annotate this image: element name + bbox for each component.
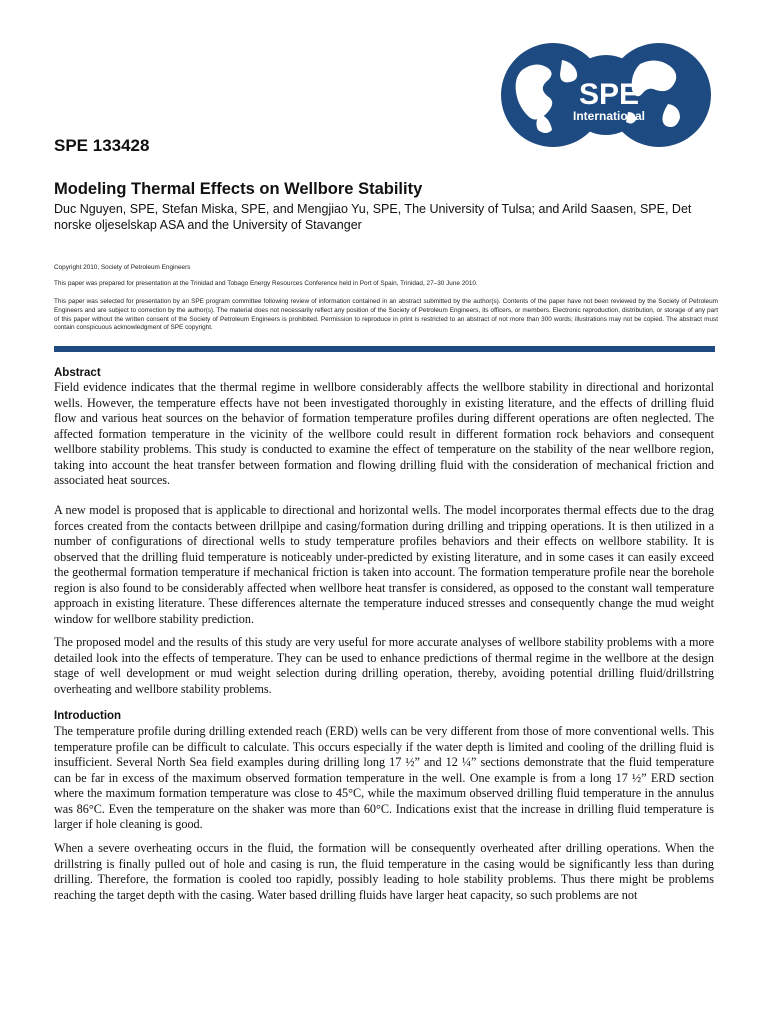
copyright-notice: Copyright 2010, Society of Petroleum Engineers xyxy=(54,264,191,271)
logo-main-text: SPE xyxy=(578,78,640,111)
abstract-paragraph-3: The proposed model and the results of this study are very useful for more accurate analyses of wellbore stability problems with a more detailed look into the effects of temperature. They can be used to enhance predictions of thermal regime in the wellbore at the design stage of well development or mud weight selection during drilling operation, thereby, avoiding potential drilling fluid/drillstring overheating and wellbore stability problems. xyxy=(54,635,714,696)
author-list: Duc Nguyen, SPE, Stefan Miska, SPE, and Mengjiao Yu, SPE, The University of Tulsa; and Arild Saasen, SPE, Det norske oljeselskap ASA and the University of Stavanger xyxy=(54,202,692,232)
paper-title: Modeling Thermal Effects on Wellbore Stability xyxy=(54,180,423,198)
header-divider xyxy=(54,346,715,352)
introduction-paragraph-2: When a severe overheating occurs in the fluid, the formation will be consequently overheated after drilling operations. When the drillstring is finally pulled out of hole and casing is run, the fluid temperature in the casing would be significantly less than during drilling. Therefore, the formation is cooled too rapidly, possibly leading to hole stability problems. Thus there might be problems reaching the target depth with the casing. Water based drilling fluids have larger heat capacity, so such problems are not xyxy=(54,841,714,902)
spe-international-logo xyxy=(500,42,718,148)
abstract-paragraph-1: Field evidence indicates that the thermal regime in wellbore considerably affects the wellbore stability in directional and horizontal wells. However, the temperature effects have not been investigated thoroughly in existing literature, and the effects of drilling fluid flow and various heat sources on the behavior of formation temperature profiles during different operations are often neglected. The affected formation temperature in the vicinity of the wellbore could result in different formation rock behaviors and consequent wellbore stability problems. This study is conducted to examine the effect of temperature on the stability of the near wellbore region, taking into account the heat transfer between formation and flowing drilling fluid with the consideration of mechanical friction and associated heat sources. xyxy=(54,380,714,487)
logo-sub-text: International xyxy=(572,109,646,123)
introduction-heading: Introduction xyxy=(54,710,122,722)
abstract-heading: Abstract xyxy=(54,367,101,379)
introduction-paragraph-1: The temperature profile during drilling extended reach (ERD) wells can be very different from those of more conventional wells. This temperature profile can be difficult to calculate. This occurs especially if the water depth is limited and cooling of the drilling fluid is insufficient. Several North Sea field examples during drilling long 17 ½” and 12 ¼” sections demonstrate that the fluid temperature can be far in excess of the maximum observed formation temperature in the well. One example is from a long 17 ½” ERD section where the maximum formation temperature was close to 45°C, while the maximum observed drilling fluid temperature in the annulus was 86°C. Even the temperature on the shaker was more than 60°C. Indications exist that the increase in drilling fluid temperature is larger if hole cleaning is good. xyxy=(54,724,714,831)
review-disclaimer: This paper was selected for presentation by an SPE program committee following review of information contained in an abstract submitted by the author(s). Contents of the paper have not been reviewed by the Society of Petroleum Engineers and are subject to correction by the author(s). The material does not necessarily reflect any position of the Society of Petroleum Engineers, its officers, or members. Electronic reproduction, distribution, or storage of any part of this paper without the written consent of the Society of Petroleum Engineers is prohibited. Permission to reproduce in print is restricted to an abstract of not more than 300 words; illustrations may not be copied. The abstract must contain conspicuous acknowledgment of SPE copyright. xyxy=(54,298,718,332)
presentation-notice: This paper was prepared for presentation at the Trinidad and Tobago Energy Resources Conference held in Port of Spain, Trinidad, 27–30 June 2010. xyxy=(54,280,478,287)
paper-number: SPE 133428 xyxy=(54,136,150,155)
abstract-paragraph-2: A new model is proposed that is applicable to directional and horizontal wells. The model incorporates thermal effects due to the drag forces created from the contacts between drillpipe and casing/formation during drilling and tripping operations. It is then utilized in a number of configurations of directional wells to study temperature profiles behaviors and their effects on wellbore stability. It is observed that the drilling fluid temperature is noticeably under-predicted by existing literature, and in some cases it can easily exceed the geothermal formation temperature if mechanical friction is taken into account. The formation temperature profile near the borehole region is also found to be considerably affected when wellbore heat transfer is considered, as opposed to the constant wall temperature approach in existing literature. These differences alternate the temperature induced stresses and consequently change the mud weight window for wellbore stability prediction. xyxy=(54,503,714,626)
